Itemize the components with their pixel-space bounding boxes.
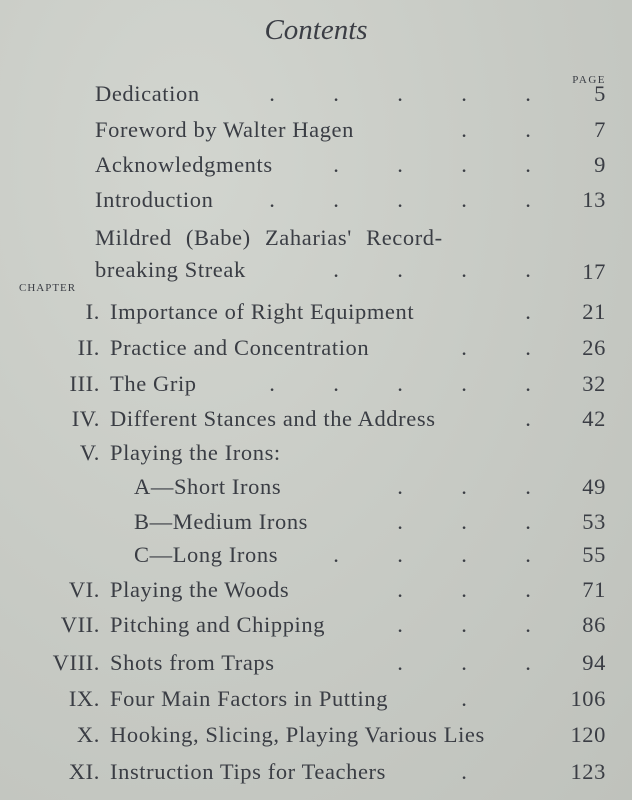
toc-chapter-1 [0,295,632,329]
toc-chapter-6 [0,573,632,607]
chapter-title: Importance of Right Equipment [110,299,415,324]
chapter-page: 123 [570,759,606,784]
leader-dots: . [525,406,531,431]
entry-title: Acknowledgments [95,152,273,177]
entry-page: 5 [594,81,606,106]
chapter-page: 94 [582,650,606,675]
subentry-title: B—Medium Irons [134,509,309,534]
chapter-numeral: II. [77,335,100,360]
toc-chapter-8 [0,646,632,680]
chapter-column-label: CHAPTER [19,282,77,294]
subentry-page: 55 [582,542,606,567]
chapter-title: Four Main Factors in Putting [110,686,389,711]
entry-title-line1: Mildred (Babe) Zaharias' Record- [95,225,443,250]
chapter-numeral: XI. [68,759,100,784]
chapter-page: 42 [582,406,606,431]
chapter-title: Pitching and Chipping [110,612,326,637]
chapter-numeral: V. [79,440,100,465]
chapter-numeral: VIII. [52,650,100,675]
toc-chapter-2 [0,331,632,365]
chapter-title: Instruction Tips for Teachers [110,759,387,784]
entry-page: 9 [594,152,606,177]
chapter-page: 71 [582,577,606,602]
toc-chapter-11 [0,755,632,789]
toc-chapter-3 [0,367,632,401]
chapter-title: The Grip [110,371,197,396]
toc-entry-foreword [0,113,632,147]
chapter-title: Playing the Irons: [110,440,281,465]
entry-title: Foreword by Walter Hagen [95,117,354,142]
toc-chapter-9 [0,682,632,716]
chapter-page: 26 [582,335,606,360]
chapter-title: Shots from Traps [110,650,275,675]
toc-entry-acknowledgments [0,148,632,182]
leader-dots: . [461,686,467,711]
chapter-title: Practice and Concentration [110,335,370,360]
chapter-page: 120 [570,722,606,747]
toc-entry-record-streak [0,221,632,291]
toc-entry-introduction [0,183,632,217]
chapter-numeral: III. [69,371,100,396]
chapter-page: 86 [582,612,606,637]
toc-chapter-5 [0,436,632,470]
entry-title-line2: breaking Streak [95,257,246,282]
page-column-label: PAGE [572,74,606,86]
chapter-page: 21 [582,299,606,324]
subentry-title: C—Long Irons [134,542,279,567]
chapter-numeral: X. [76,722,100,747]
toc-subentry-medium-irons [0,505,632,539]
toc-chapter-10 [0,718,632,752]
leader-dots: . . . [397,577,531,602]
chapter-page: 32 [582,371,606,396]
leader-dots: . . [461,117,531,142]
entry-page: 13 [582,187,606,212]
toc-entry-dedication [0,77,632,111]
chapter-numeral: I. [85,299,100,324]
entry-title: Dedication [95,81,200,106]
leader-dots: . [525,299,531,324]
leader-dots: . . . [397,474,531,499]
leader-dots: . . . . . [269,187,531,212]
chapter-numeral: IV. [71,406,100,431]
toc-chapter-4 [0,402,632,436]
chapter-page: 106 [570,686,606,711]
page-title: Contents [264,14,368,46]
leader-dots: . . . . . [269,371,531,396]
entry-page: 7 [594,117,606,142]
toc-subentry-short-irons [0,470,632,504]
leader-dots: . [461,759,467,784]
subentry-page: 53 [582,509,606,534]
subentry-page: 49 [582,474,606,499]
chapter-numeral: IX. [68,686,100,711]
leader-dots: . . . [397,612,531,637]
leader-dots: . . [461,335,531,360]
chapter-title: Playing the Woods [110,577,290,602]
leader-dots: . . . [397,650,531,675]
toc-chapter-7 [0,608,632,642]
chapter-title: Hooking, Slicing, Playing Various Lies [110,722,485,747]
leader-dots: . . . . [333,152,531,177]
leader-dots: . . . . . [269,81,531,106]
entry-page: 17 [582,259,606,284]
chapter-title: Different Stances and the Address [110,406,436,431]
leader-dots: . . . . [333,542,531,567]
subentry-title: A—Short Irons [134,474,282,499]
leader-dots: . . . . [333,257,531,282]
entry-title: Introduction [95,187,214,212]
chapter-numeral: VI. [68,577,100,602]
chapter-numeral: VII. [60,612,100,637]
toc-subentry-long-irons [0,538,632,572]
leader-dots: . . . [397,509,531,534]
